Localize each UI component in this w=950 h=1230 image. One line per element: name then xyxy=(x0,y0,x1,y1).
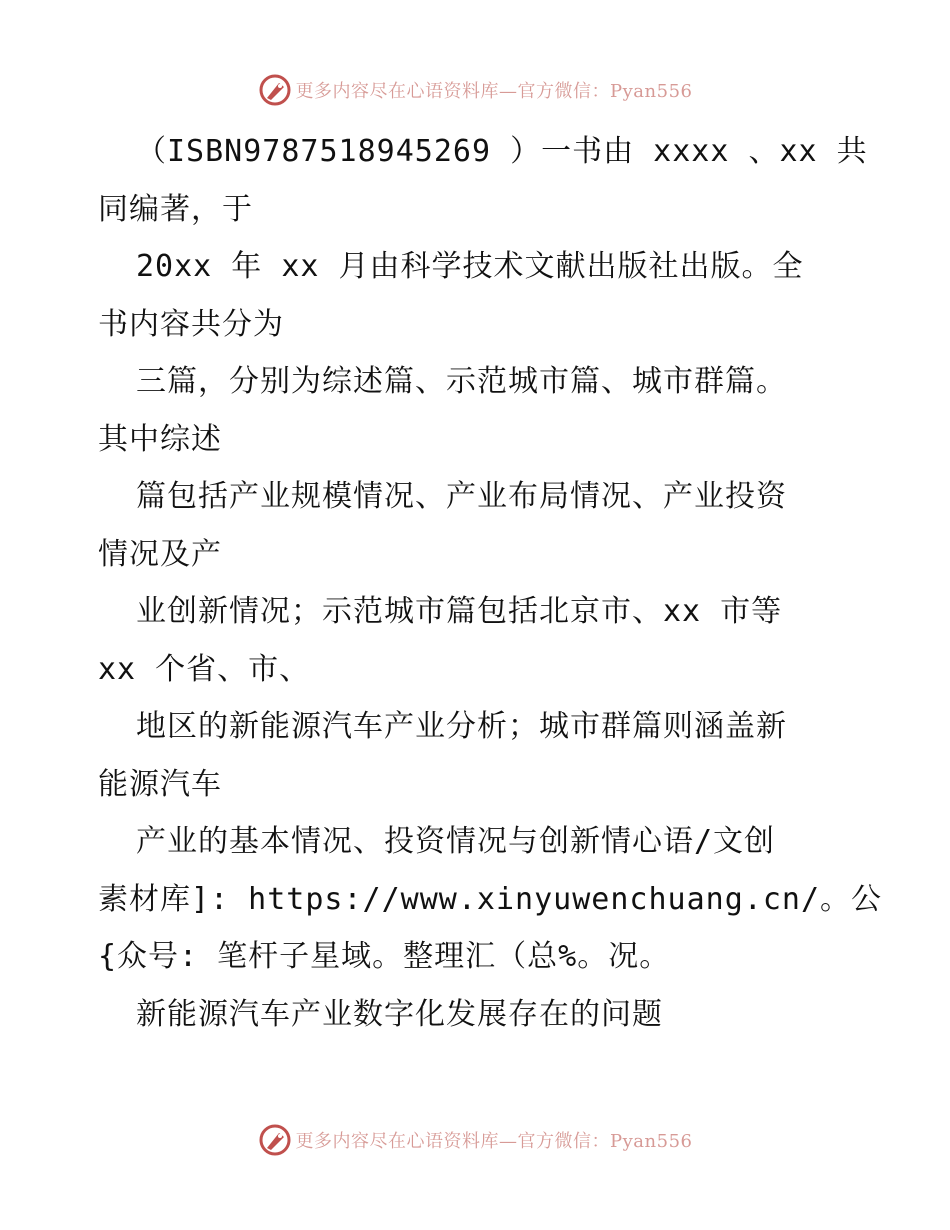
document-body xyxy=(98,123,883,1043)
paragraph-4-line-1: 篇包括产业规模情况、产业布局情况、产业投资 xyxy=(136,479,787,514)
paragraph-3-line-2: 其中综述 xyxy=(98,421,222,457)
pen-nib-logo-icon xyxy=(258,1123,292,1157)
paragraph-1-line-2: 同编著，于 xyxy=(98,191,253,227)
paragraph-4-line-2: 情况及产 xyxy=(98,536,222,572)
paragraph-5-line-2: xx 个省、市、 xyxy=(98,651,311,687)
paragraph-7-line-1: 产业的基本情况、投资情况与创新情心语/文创 xyxy=(136,824,776,859)
paragraph-3-line-1: 三篇，分别为综述篇、示范城市篇、城市群篇。 xyxy=(136,364,787,399)
header-watermark xyxy=(0,70,950,110)
paragraph-5-line-1: 业创新情况；示范城市篇包括北京市、xx 市等 xyxy=(136,594,783,629)
watermark-text: 更多内容尽在心语资料库—官方微信：Pyan556 xyxy=(295,1131,693,1152)
extra-line: {众号: 笔杆子星域。整理汇（总%。况。 xyxy=(98,939,671,974)
paragraph-1-line-1: （ISBN9787518945269 ）一书由 xxxx 、xx 共 xyxy=(136,134,868,169)
watermark-text: 更多内容尽在心语资料库—官方微信：Pyan556 xyxy=(295,81,693,102)
paragraph-2-line-1: 20xx 年 xx 月由科学技术文献出版社出版。全 xyxy=(136,249,804,284)
paragraph-7-line-2: 素材库]: https://www.xinyuwenchuang.cn/。公 xyxy=(98,881,883,917)
section-heading: 新能源汽车产业数字化发展存在的问题 xyxy=(136,996,663,1032)
pen-nib-logo-icon xyxy=(258,73,292,107)
paragraph-2-line-2: 书内容共分为 xyxy=(98,306,284,342)
paragraph-6-line-1: 地区的新能源汽车产业分析；城市群篇则涵盖新 xyxy=(136,709,787,744)
paragraph-6-line-2: 能源汽车 xyxy=(98,766,222,802)
footer-watermark xyxy=(0,1120,950,1160)
